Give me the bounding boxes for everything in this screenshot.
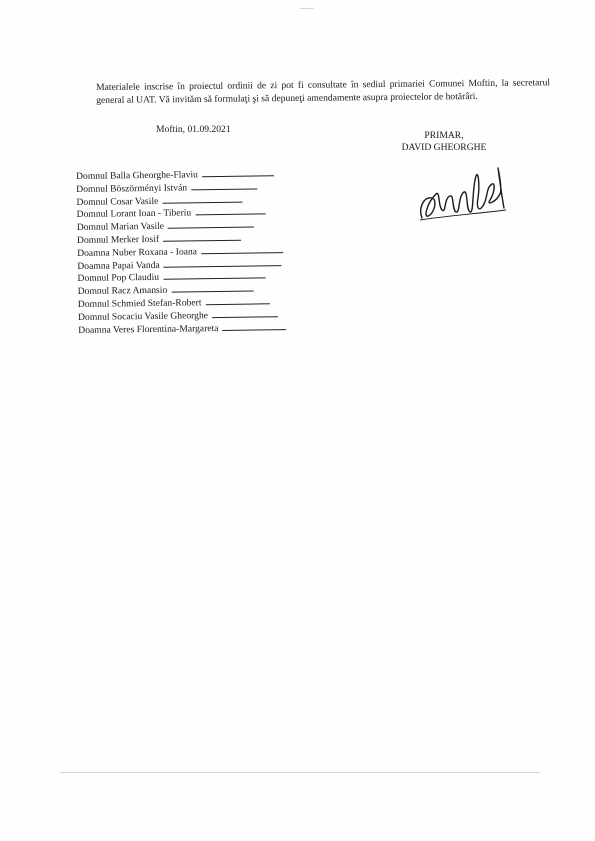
councillor-name: Domnul Balla Gheorghe-Flaviu <box>76 169 199 182</box>
signature-line <box>171 283 253 293</box>
councillor-name: Doamna Nuber Roxana - Ioana <box>77 246 198 259</box>
signature-line <box>201 244 283 254</box>
councillor-name: Domnul Marian Vasile <box>76 220 165 234</box>
councillor-name: Domnul Cosar Vasile <box>76 195 159 208</box>
signer-block <box>384 130 504 154</box>
signature-line <box>168 219 254 229</box>
signature-line <box>205 295 269 305</box>
signer-title: PRIMAR, <box>424 130 464 141</box>
signature-line <box>162 193 242 203</box>
signature-line <box>202 167 274 177</box>
councillor-name: Doamna Veres Florentina-Margareta <box>78 322 219 336</box>
councillor-row <box>78 320 338 336</box>
signer-name: DAVID GHEORGHE <box>401 142 487 153</box>
signature-line <box>212 308 278 318</box>
signature-line <box>191 180 257 190</box>
signature-line <box>163 232 241 242</box>
handwritten-signature <box>414 158 510 228</box>
scan-artifact <box>60 772 540 773</box>
signature-line <box>163 270 265 280</box>
councillor-list <box>76 166 338 336</box>
councillor-name: Domnul Böszörményi István <box>76 182 188 195</box>
signature-line <box>195 206 265 216</box>
councillor-name: Domnul Pop Claudiu <box>77 272 160 285</box>
signature-line <box>222 321 286 331</box>
signature-line <box>164 257 282 268</box>
scan-artifact <box>300 8 314 9</box>
councillor-name: Domnul Lorant Ioan - Tiberiu <box>76 207 192 221</box>
councillor-name: Domnul Merker Iosif <box>76 233 160 246</box>
councillor-name: Domnul Racz Amansio <box>77 284 168 298</box>
councillor-name: Domnul Schmied Stefan-Robert <box>77 297 202 310</box>
intro-paragraph: Materialele inscrise în proiectul ordinii de zi pot fi consultate în sediul primariei Comunei Moftin, la secretarul general al UAT. Vă invităm să formulaţi şi să depuneţi amendamente asupra proiectelor de hotărâri. <box>96 77 551 106</box>
councillor-name: Doamna Papai Vanda <box>77 259 160 272</box>
place-date: Moftin, 01.09.2021 <box>156 124 231 135</box>
councillor-name: Domnul Socaciu Vasile Gheorghe <box>77 309 209 323</box>
